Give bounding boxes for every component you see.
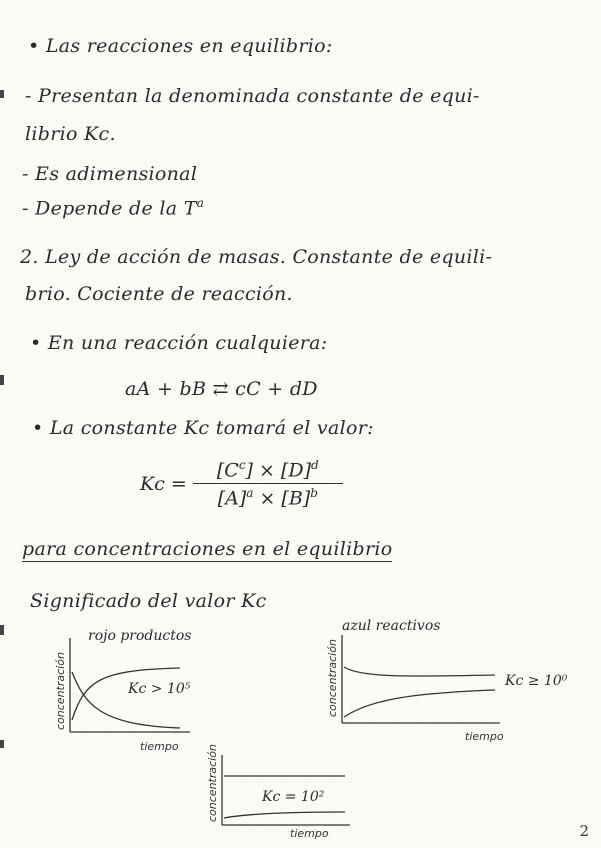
- graph-balanced: [190, 700, 390, 844]
- margin-mark: [0, 375, 4, 385]
- num-sup1: c: [238, 458, 246, 472]
- margin-mark: [0, 90, 4, 98]
- note-line-equilibrium: • Las reacciones en equilibrio:: [28, 35, 333, 57]
- kc-formula: [140, 458, 343, 510]
- margin-mark: [0, 740, 4, 748]
- fraction-bar: [193, 483, 343, 484]
- kc-numerator: [213, 458, 323, 481]
- note-line-ley: 2. Ley de acción de masas. Constante de equili-: [20, 246, 493, 268]
- kc-fraction: [193, 458, 343, 510]
- depende-text: - Depende de la T: [22, 197, 197, 220]
- kc-denominator: [214, 486, 322, 509]
- graph1-x-label: tiempo: [140, 740, 179, 753]
- note-line-depende: [22, 196, 204, 219]
- margin-mark: [0, 625, 4, 635]
- num-sup2: d: [311, 458, 319, 472]
- para-concentraciones-text: para concentraciones en el equilibrio: [22, 538, 393, 560]
- page-number: 2: [579, 822, 589, 840]
- den-sup1: a: [246, 486, 254, 501]
- section-significado: Significado del valor Kc: [30, 590, 267, 612]
- graph2-kc-label: Kc ≥ 10⁰: [505, 673, 568, 689]
- note-line-librio: librio Kc.: [25, 123, 116, 145]
- note-line-cociente: brio. Cociente de reacción.: [25, 283, 293, 305]
- graph2-reactant-curve: [344, 667, 495, 676]
- graph2-x-label: tiempo: [465, 730, 504, 743]
- num-part1: [C: [216, 459, 239, 482]
- graph3-kc-label: Kc = 10²: [262, 789, 325, 805]
- graph1-y-label: concentración: [54, 652, 67, 730]
- kc-label: Kc =: [140, 472, 187, 495]
- graph2-y-label: concentración: [326, 639, 339, 717]
- note-line-reaccion-cualquiera: • En una reacción cualquiera:: [30, 332, 328, 354]
- graph3-x-label: tiempo: [290, 827, 329, 840]
- graph3-y-label: concentración: [206, 744, 219, 822]
- den-part2: × [B]: [253, 487, 311, 510]
- temperature-sup: a: [196, 196, 205, 210]
- reaction-equation: aA + bB ⇄ cC + dD: [125, 378, 318, 400]
- den-sup2: b: [310, 486, 318, 501]
- note-line-presentan: - Presentan la denominada constante de equi-: [25, 85, 480, 107]
- graph3-reactant-curve: [224, 812, 345, 818]
- graph2-title: azul reactivos: [342, 618, 441, 634]
- graph1-kc-label: Kc > 10⁵: [128, 681, 191, 697]
- note-line-adimensional: - Es adimensional: [22, 163, 198, 185]
- note-line-constante: • La constante Kc tomará el valor:: [32, 417, 374, 439]
- graph1-title: rojo productos: [88, 628, 192, 644]
- note-line-para-concentraciones: [22, 538, 392, 560]
- den-part1: [A]: [217, 487, 247, 510]
- num-part2: ] × [D]: [245, 459, 312, 482]
